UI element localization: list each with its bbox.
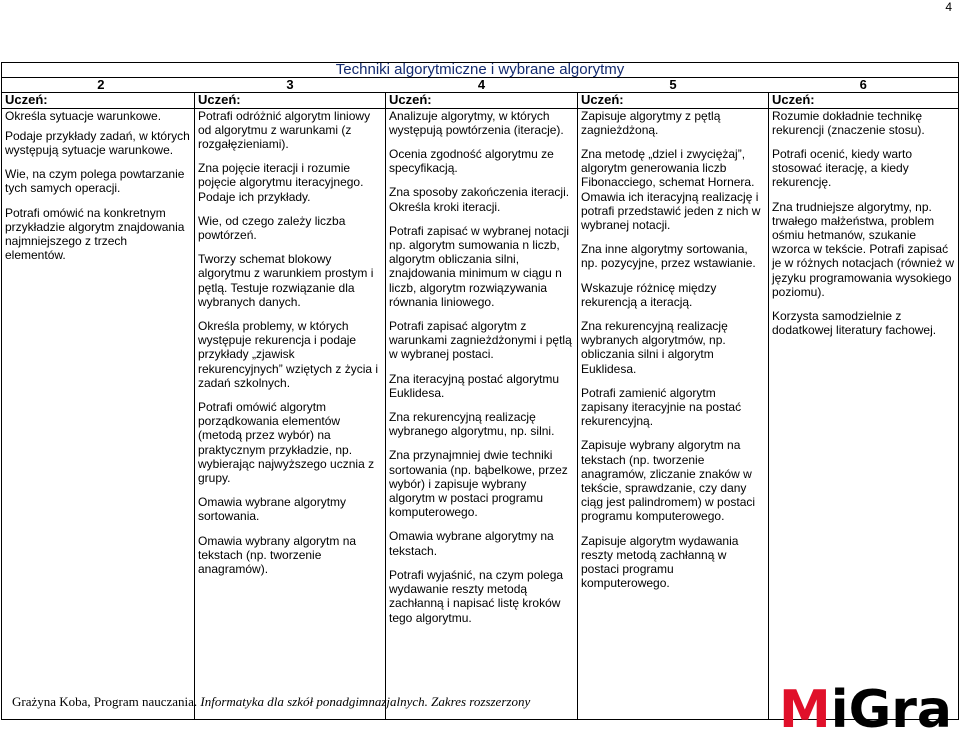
table-title: Techniki algorytmiczne i wybrane algorytmy: [2, 63, 959, 78]
requirement-text: Omawia wybrane algorytmy sortowania.: [198, 495, 347, 524]
column-label: Uczeń:: [195, 93, 386, 108]
requirement-text: Wie, na czym polega powtarzanie tych samych operacji.: [5, 167, 185, 196]
requirement-text: Korzysta samodzielnie z dodatkowej literatury fachowej.: [772, 309, 937, 338]
requirement-text: Potrafi omówić algorytm porządkowania elementów (metodą przez wybór) na praktycznym przykładzie, np. wybierając najwyższego ucznia z grupy.: [198, 400, 375, 486]
column-grade-5: [578, 108, 769, 719]
requirement-text: Zna trudniejsze algorytmy, np. trwałego małżeństwa, problem ośmiu hetmanów, szukanie wzorca w tekście. Potrafi zapisać je w różnych notacjach (również w języku programowania wysokiego poziomu).: [772, 199, 955, 299]
footer-author: Grażyna Koba, Program nauczania.: [12, 694, 201, 709]
requirement-text: Omawia wybrane algorytmy na tekstach.: [389, 529, 554, 558]
requirement-text: Określa sytuacje warunkowe.: [5, 108, 162, 123]
requirement-text: Zapisuje wybrany algorytm na tekstach (np. tworzenie anagramów, zliczanie znaków w tekście, sprawdzanie, czy dany ciąg jest palindromem) w postaci programu komputerowego.: [581, 438, 756, 524]
requirement-text: Określa problemy, w których występuje rekurencja i podaje przykłady „zjawisk rekurencyjnych” wziętych z życia i zadań szkolnych.: [198, 319, 379, 390]
column-label: Uczeń:: [769, 93, 959, 108]
requirement-text: Rozumie dokładnie technikę rekurencji (znaczenie stosu).: [772, 108, 925, 137]
requirement-text: Zna przynajmniej dwie techniki sortowania (np. bąbelkowe, przez wybór) i zapisuje wybrany algorytm w postaci programu komputerowego.: [389, 448, 568, 520]
column-label-row: [2, 93, 959, 108]
requirement-text: Zna iteracyjną postać algorytmu Euklidesa.: [389, 371, 560, 400]
column-number: 4: [386, 78, 578, 93]
requirement-text: Zna metodę „dziel i zwyciężaj”, algorytm generowania liczb Fibonacciego, schemat Hornera. Omawia ich iteracyjną realizację i potrafi przedstawić jeden z nich w wybranej notacji.: [581, 147, 761, 233]
column-number: 2: [2, 78, 195, 93]
logo-text: iGra: [830, 680, 952, 740]
requirement-text: Podaje przykłady zadań, w których występują sytuacje warunkowe.: [5, 128, 190, 158]
column-label: Uczeń:: [2, 93, 195, 108]
requirement-text: Tworzy schemat blokowy algorytmu z warunkiem prostym i pętlą. Testuje rozwiązanie dla wybranych danych.: [198, 252, 374, 309]
column-number: 5: [578, 78, 769, 93]
content-row: [2, 108, 959, 719]
requirement-text: Analizuje algorytmy, w których występują powtórzenia (iteracje).: [389, 108, 564, 137]
requirement-text: Zna pojęcie iteracji i rozumie pojęcie algorytmu iteracyjnego. Podaje ich przykłady.: [198, 161, 364, 204]
requirement-text: Ocenia zgodność algorytmu ze specyfikacją.: [389, 147, 554, 176]
requirement-text: Potrafi zamienić algorytm zapisany iteracyjnie na postać rekurencyjną.: [581, 385, 742, 429]
requirement-text: Zna inne algorytmy sortowania, np. pozycyjne, przez wstawianie.: [581, 242, 756, 271]
requirement-text: Zna rekurencyjną realizację wybranego algorytmu, np. silni.: [389, 410, 555, 439]
requirement-text: Zna rekurencyjną realizację wybranych algorytmów, np. obliczania silni i algorytm Euklidesa.: [581, 319, 728, 376]
column-number: 3: [195, 78, 386, 93]
requirement-text: Omawia wybrany algorytm na tekstach (np. tworzenie anagramów).: [198, 533, 357, 577]
requirement-text: Potrafi wyjaśnić, na czym polega wydawanie reszty metodą zachłanną i napisać listę kroków tego algorytmu.: [389, 567, 564, 625]
column-label: Uczeń:: [386, 93, 578, 108]
column-grade-6: [769, 108, 959, 719]
requirement-text: Potrafi zapisać w wybranej notacji np. algorytm sumowania n liczb, algorytm obliczania silni, znajdowania minimum w ciągu n liczb, algorytm rozwiązywania równania liniowego.: [389, 223, 570, 309]
column-number: 6: [769, 78, 959, 93]
column-label: Uczeń:: [578, 93, 769, 108]
migra-logo: [779, 680, 952, 740]
footer-citation: [12, 694, 530, 710]
requirement-text: Potrafi omówić na konkretnym przykładzie algorytm znajdowania najmniejszego z trzech elementów.: [5, 205, 185, 263]
requirement-text: Zapisuje algorytmy z pętlą zagnieżdżoną.: [581, 108, 721, 137]
logo-accent: M: [779, 680, 831, 740]
requirement-text: Potrafi zapisać algorytm z warunkami zagnieżdżonymi i pętlą w wybranej postaci.: [389, 319, 572, 362]
requirement-text: Potrafi odróżnić algorytm liniowy od algorytmu z warunkami (z rozgałęzieniami).: [198, 108, 371, 152]
requirement-text: Wie, od czego zależy liczba powtórzeń.: [198, 213, 346, 243]
page-number: 4: [945, 0, 952, 14]
column-grade-4: [386, 108, 578, 719]
column-number-row: [2, 78, 959, 93]
column-grade-2: [2, 108, 195, 719]
requirement-text: Zapisuje algorytm wydawania reszty metodą zachłanną w postaci programu komputerowego.: [581, 533, 739, 591]
requirements-table: [1, 62, 959, 720]
requirement-text: Wskazuje różnicę między rekurencją a iteracją.: [581, 280, 717, 309]
footer-subtitle: Informatyka dla szkół ponadgimnazjalnych. Zakres rozszerzony: [200, 694, 531, 709]
column-grade-3: [195, 108, 386, 719]
requirement-text: Zna sposoby zakończenia iteracji. Określa kroki iteracji.: [389, 185, 570, 214]
requirement-text: Potrafi ocenić, kiedy warto stosować iterację, a kiedy rekurencję.: [772, 147, 913, 190]
